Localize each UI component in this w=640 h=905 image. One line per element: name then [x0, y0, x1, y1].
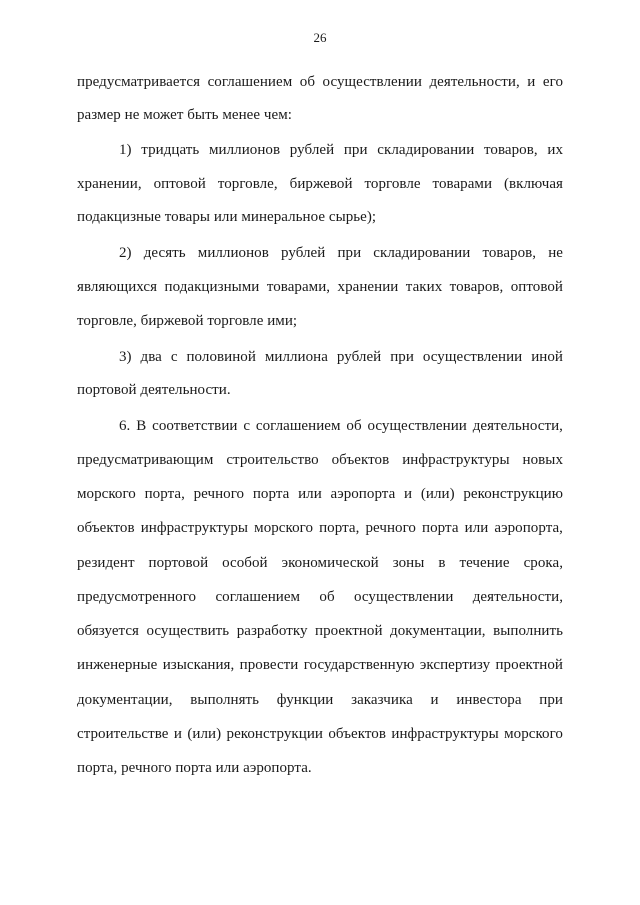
- text-line: документации, выполнять функции заказчика и инвестора при: [77, 692, 563, 708]
- text-line: порта, речного порта или аэропорта.: [77, 760, 312, 776]
- text-line: торговле, биржевой торговле ими;: [77, 313, 298, 329]
- text-line: подакцизные товары или минеральное сырье);: [77, 209, 377, 225]
- text-line: резидент портовой особой экономической зоны в течение срока,: [77, 555, 563, 571]
- text-line: обязуется осуществить разработку проектной документации, выполнить: [77, 623, 563, 639]
- text-line: морского порта, речного порта или аэропорта и (или) реконструкцию: [77, 486, 563, 502]
- text-line: размер не может быть менее чем:: [77, 107, 292, 123]
- list-item-line: 3) два с половиной миллиона рублей при осуществлении иной: [119, 349, 563, 365]
- text-line: предусматривается соглашением об осуществлении деятельности, и его: [77, 74, 563, 90]
- text-line: хранении, оптовой торговле, биржевой торговле товарами (включая: [77, 176, 563, 192]
- list-item-line: 1) тридцать миллионов рублей при складировании товаров, их: [119, 142, 563, 158]
- text-line: предусматривающим строительство объектов инфраструктуры новых: [77, 452, 563, 468]
- page-number: 26: [313, 30, 327, 45]
- text-line: объектов инфраструктуры морского порта, речного порта или аэропорта,: [77, 520, 563, 536]
- text-line: портовой деятельности.: [77, 382, 231, 398]
- paragraph-start-line: 6. В соответствии с соглашением об осуществлении деятельности,: [119, 418, 563, 434]
- list-item-line: 2) десять миллионов рублей при складировании товаров, не: [119, 245, 563, 261]
- text-line: строительстве и (или) реконструкции объектов инфраструктуры морского: [77, 726, 563, 742]
- text-line: предусмотренного соглашением об осуществлении деятельности,: [77, 589, 563, 605]
- text-line: инженерные изыскания, провести государственную экспертизу проектной: [77, 657, 563, 673]
- text-line: являющихся подакцизными товарами, хранении таких товаров, оптовой: [77, 279, 563, 295]
